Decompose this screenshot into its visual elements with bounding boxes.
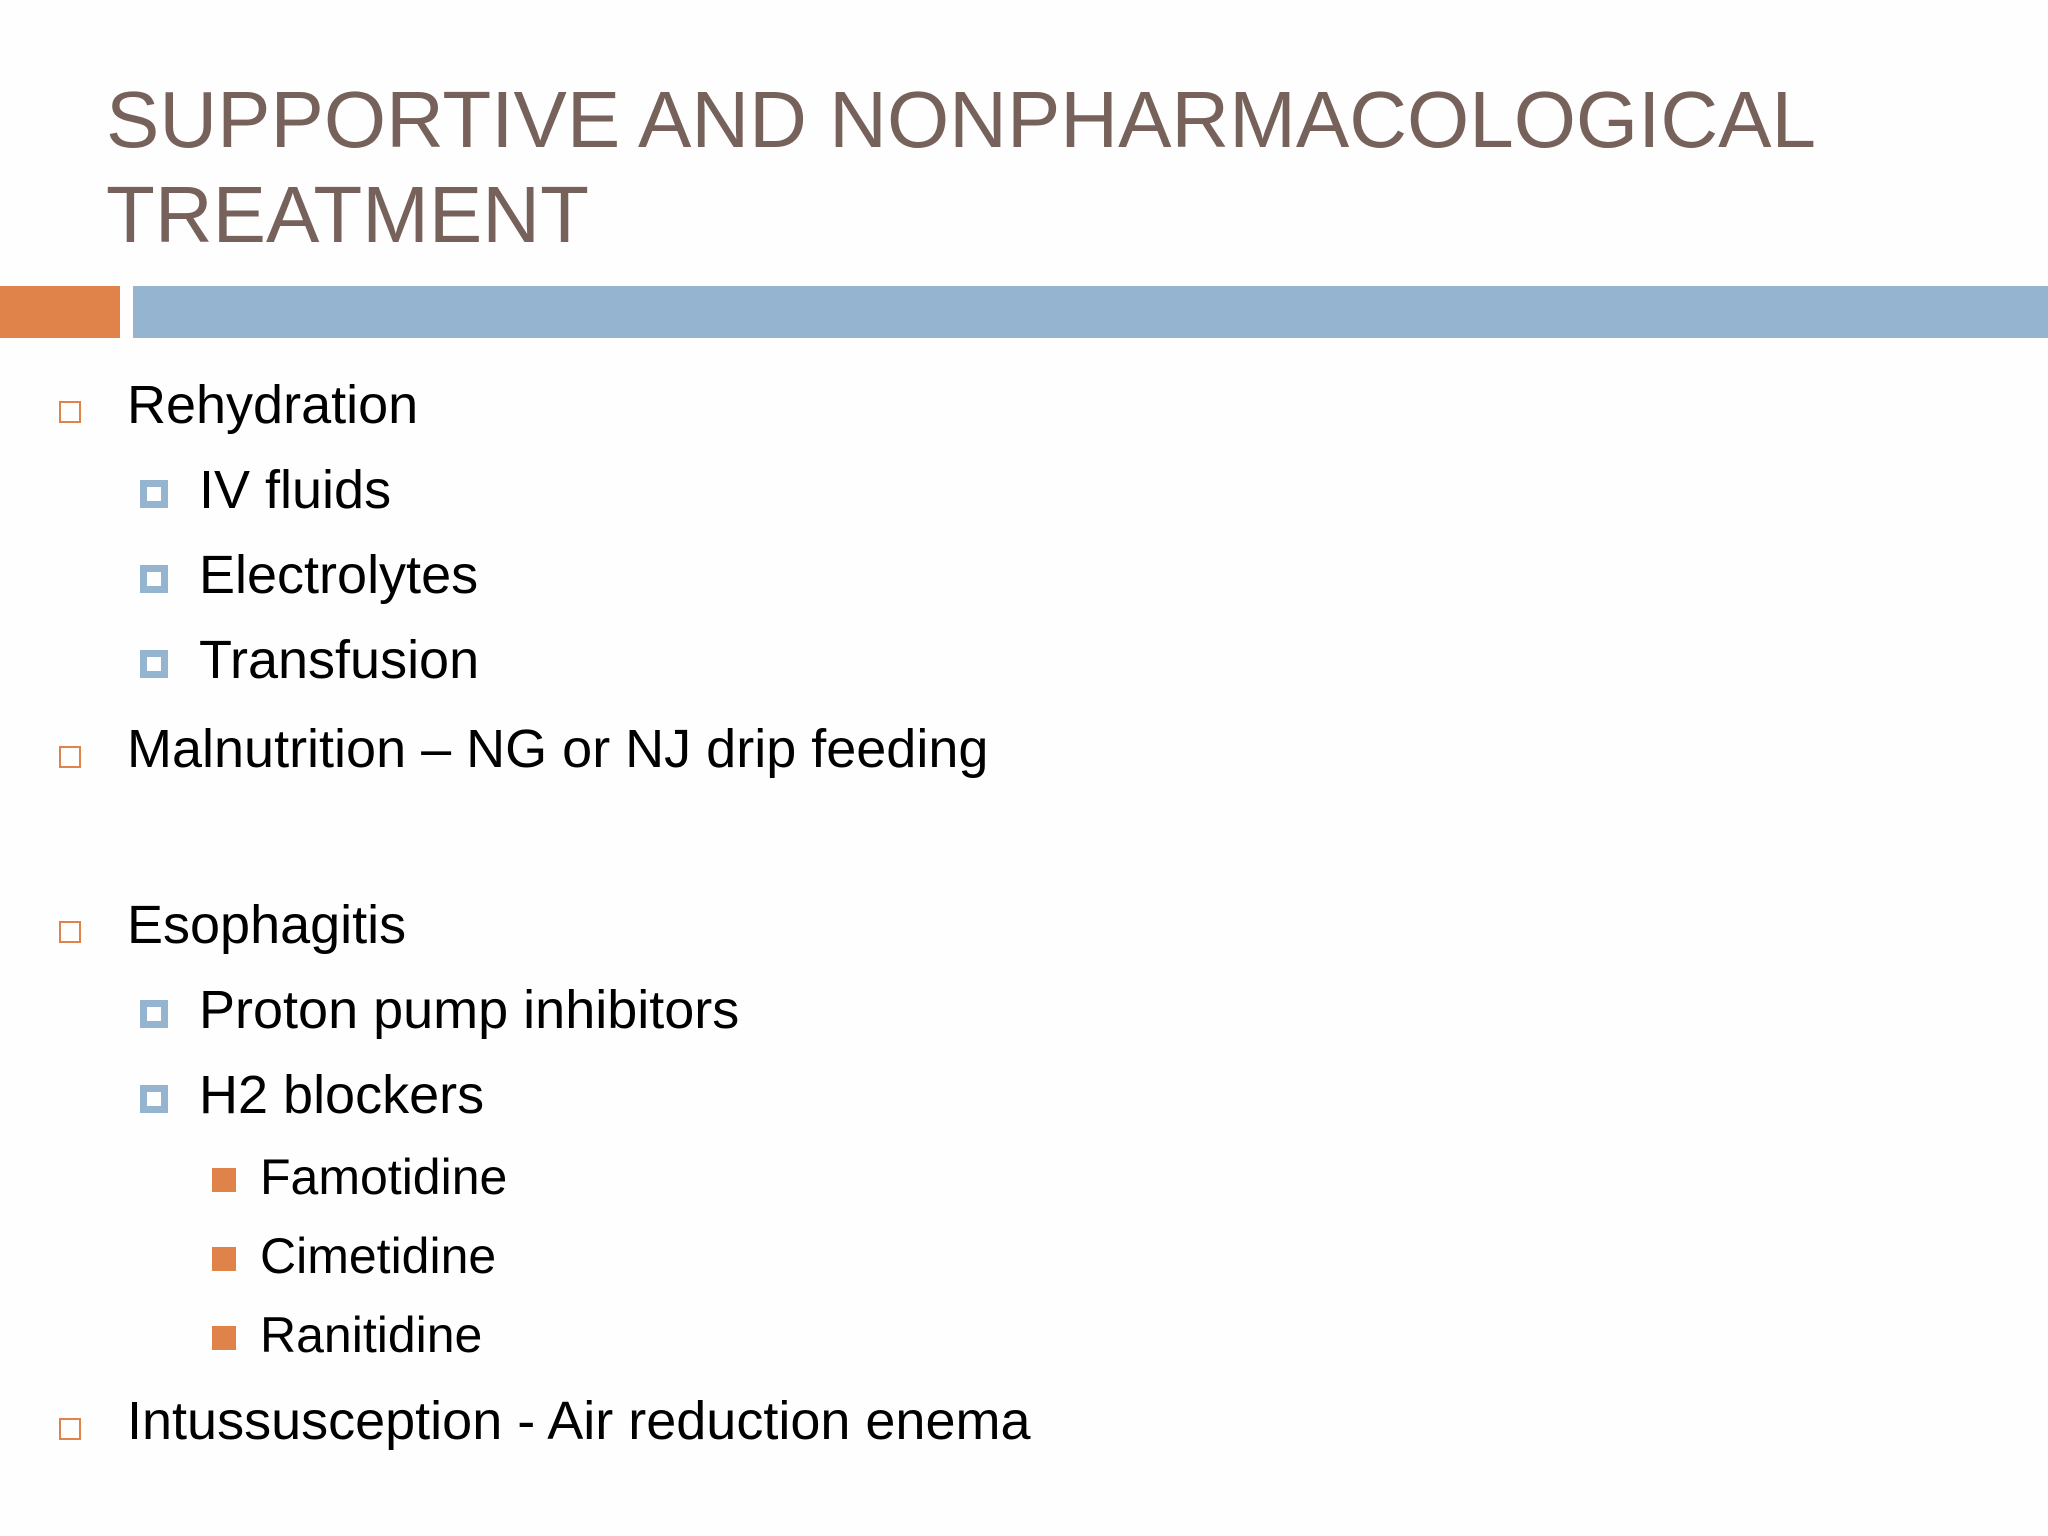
list-item-proton-pump-inhibitors: Proton pump inhibitors bbox=[199, 980, 740, 1040]
square-outline-bullet-icon bbox=[59, 921, 81, 943]
list-item-intussusception: Intussusception - Air reduction enema bbox=[127, 1391, 1031, 1451]
square-bullet-icon bbox=[140, 1085, 168, 1113]
square-outline-bullet-icon bbox=[59, 746, 81, 768]
list-item-ranitidine: Ranitidine bbox=[260, 1307, 483, 1363]
list-item-iv-fluids: IV fluids bbox=[199, 460, 392, 520]
list-item-electrolytes: Electrolytes bbox=[199, 545, 479, 605]
list-item-malnutrition: Malnutrition – NG or NJ drip feeding bbox=[127, 719, 989, 779]
slide-title-line-1: SUPPORTIVE AND NONPHARMACOLOGICAL bbox=[106, 75, 1816, 164]
square-bullet-icon bbox=[140, 565, 168, 593]
filled-square-bullet-icon bbox=[212, 1247, 236, 1271]
square-bullet-icon bbox=[140, 480, 168, 508]
list-item-rehydration: Rehydration bbox=[127, 375, 419, 435]
list-item-esophagitis: Esophagitis bbox=[127, 895, 407, 955]
square-bullet-icon bbox=[140, 650, 168, 678]
square-bullet-icon bbox=[140, 1000, 168, 1028]
list-item-cimetidine: Cimetidine bbox=[260, 1228, 497, 1284]
filled-square-bullet-icon bbox=[212, 1168, 236, 1192]
filled-square-bullet-icon bbox=[212, 1326, 236, 1350]
list-item-transfusion: Transfusion bbox=[199, 630, 480, 690]
square-outline-bullet-icon bbox=[59, 1418, 81, 1440]
square-outline-bullet-icon bbox=[59, 401, 81, 423]
list-item-famotidine: Famotidine bbox=[260, 1149, 508, 1205]
slide-title-line-2: TREATMENT bbox=[106, 170, 589, 259]
list-item-h2-blockers: H2 blockers bbox=[199, 1065, 485, 1125]
